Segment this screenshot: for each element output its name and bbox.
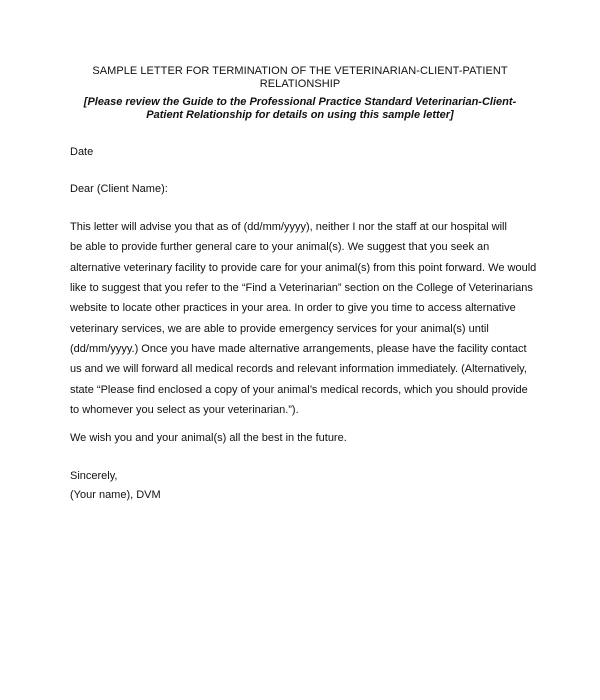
document-title-line-2: RELATIONSHIP — [259, 78, 341, 90]
body-line: alternative veterinary facility to provide care for your animal(s) from this point forward. We would — [70, 262, 537, 274]
salutation: Dear (Client Name): — [70, 183, 168, 195]
document-title — [60, 65, 540, 91]
usage-instruction-line-2: Patient Relationship for details on using this sample letter] — [146, 109, 454, 121]
date-label: Date — [70, 146, 94, 158]
closing-wish: We wish you and your animal(s) all the best in the future. — [70, 432, 347, 444]
body-line: us and we will forward all medical records and relevant information immediately. (Alternatively, — [70, 363, 527, 375]
body-line: like to suggest that you refer to the “Find a Veterinarian” section on the College of Veterinarians — [70, 282, 533, 294]
body-line: be able to provide further general care to your animal(s). We suggest that you seek an — [70, 241, 490, 253]
body-line: (dd/mm/yyyy.) Once you have made alternative arrangements, please have the facility contact — [70, 343, 527, 355]
body-line: to whomever you select as your veterinarian.”). — [70, 404, 299, 416]
body-line: This letter will advise you that as of (dd/mm/yyyy), neither I nor the staff at our hospital will — [70, 221, 507, 233]
body-line: veterinary services, we are able to provide emergency services for your animal(s) until — [70, 323, 489, 335]
document-title-line-1: SAMPLE LETTER FOR TERMINATION OF THE VETERINARIAN-CLIENT-PATIENT — [92, 65, 508, 77]
body-line: website to locate other practices in your area. In order to give you time to access alternative — [70, 302, 516, 314]
body-line: state “Please find enclosed a copy of your animal’s medical records, which you should provide — [70, 384, 528, 396]
sign-off: Sincerely, — [70, 470, 118, 482]
signature: (Your name), DVM — [70, 489, 161, 501]
usage-instruction-line-1: [Please review the Guide to the Professional Practice Standard Veterinarian-Client- — [83, 96, 517, 108]
usage-instruction — [60, 96, 540, 122]
